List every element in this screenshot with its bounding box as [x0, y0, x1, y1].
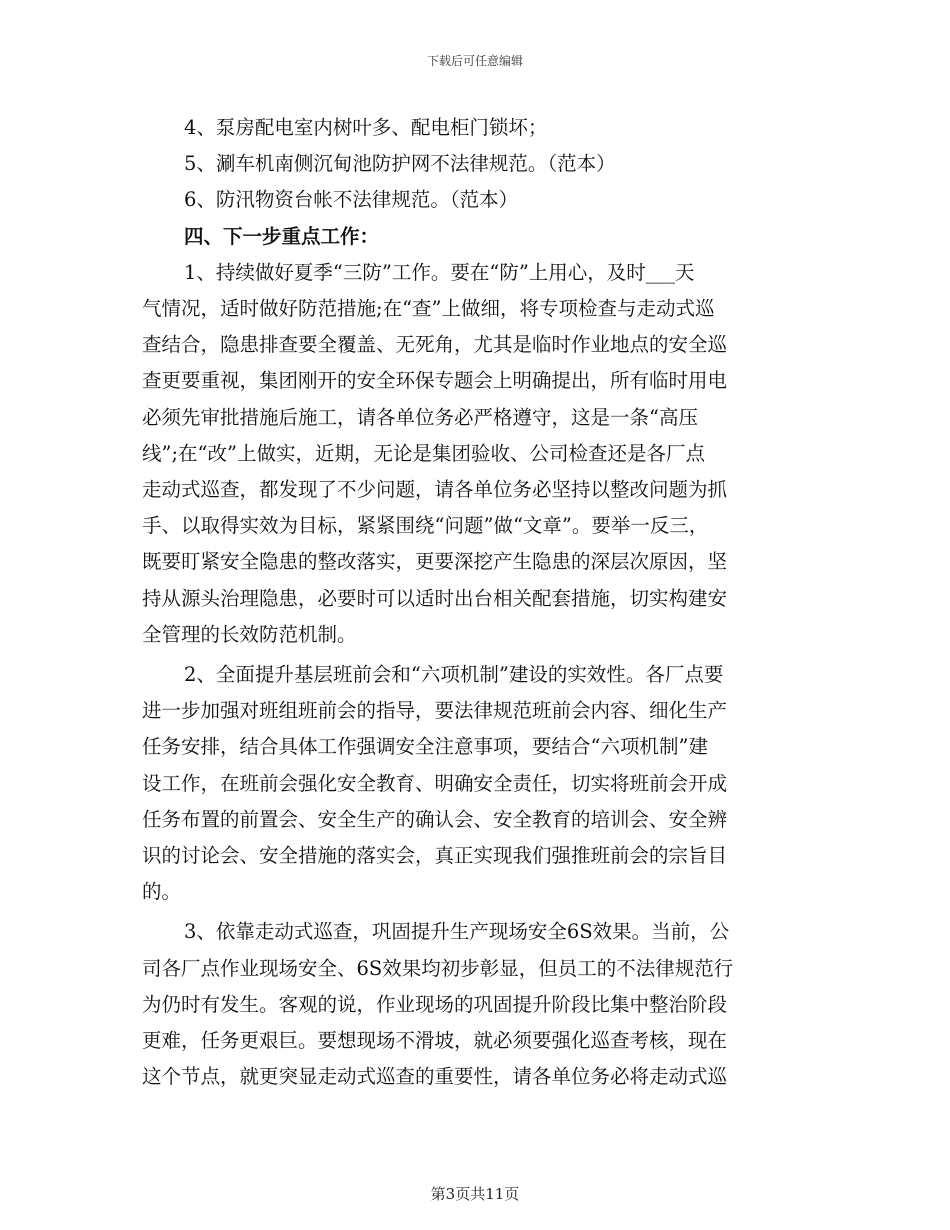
paragraph-1 [142, 255, 812, 653]
list-item: 6、防汛物资台帐不法律规范。（范本） [184, 188, 519, 212]
paragraph-line: 必须先审批措施后施工，请各单位务必严格遵守，这是一条“高压 [142, 405, 698, 429]
paragraph-line: 既要盯紧安全隐患的整改落实，更要深挖产生隐患的深层次原因，坚 [142, 550, 728, 574]
document-body [142, 110, 812, 1099]
paragraph-line: 识的讨论会、安全措施的落实会，真正实现我们强推班前会的宗旨目 [142, 844, 728, 868]
list-item: 5、涮车机南侧沉甸池防护网不法律规范。（范本） [184, 152, 616, 176]
paragraph-line: 3、依靠走动式巡查，巩固提升生产现场安全6S效果。当前，公 [184, 920, 730, 944]
paragraph-2 [142, 657, 812, 910]
paragraph-line: 走动式巡查，都发现了不少问题，请各单位务必坚持以整改问题为抓 [142, 478, 728, 502]
paragraph-line: 的。 [142, 880, 182, 904]
section-heading: 四、下一步重点工作： [184, 224, 380, 248]
list-item: 4、泵房配电室内树叶多、配电柜门锁坏； [184, 116, 548, 139]
paragraph-line: 2、全面提升基层班前会和“六项机制”建设的实效性。各厂点要 [184, 663, 724, 687]
paragraph-line: 手、以取得实效为目标，紧紧围绕“问题”做“文章”。要举一反三， [142, 514, 709, 538]
paragraph-line: 查结合，隐患排查要全覆盖、无死角，尤其是临时作业地点的安全巡 [142, 333, 728, 357]
paragraph-line: 这个节点，就更突显走动式巡查的重要性，请各单位务必将走动式巡 [142, 1065, 728, 1089]
paragraph-3 [142, 914, 812, 1095]
paragraph-line: 任务安排，结合具体工作强调安全注意事项，要结合“六项机制”建 [142, 735, 708, 759]
paragraph-line: 设工作，在班前会强化安全教育、明确安全责任，切实将班前会开成 [142, 771, 728, 795]
paragraph-line: 全管理的长效防范机制。 [142, 622, 357, 646]
paragraph-line: 为仍时有发生。客观的说，作业现场的巩固提升阶段比集中整治阶段 [142, 992, 728, 1016]
page-header: 下载后可任意编辑 [426, 54, 523, 68]
paragraph-line: 持从源头治理隐患，必要时可以适时出台相关配套措施，切实构建安 [142, 586, 728, 610]
paragraph-line: 气情况，适时做好防范措施;在“查”上做细，将专项检查与走动式巡 [142, 297, 715, 321]
page-number: 第3页共11页 [430, 1185, 520, 1203]
paragraph-line: 线”;在“改”上做实，近期，无论是集团验收、公司检查还是各厂点 [142, 441, 705, 465]
paragraph-line: 进一步加强对班组班前会的指导，要法律规范班前会内容、细化生产 [142, 699, 728, 723]
paragraph-line: 1、持续做好夏季“三防”工作。要在“防”上用心，及时___天 [184, 260, 695, 284]
paragraph-line: 任务布置的前置会、安全生产的确认会、安全教育的培训会、安全辨 [142, 807, 728, 831]
paragraph-line: 查更要重视，集团刚开的安全环保专题会上明确提出，所有临时用电 [142, 369, 728, 393]
paragraph-line: 更难，任务更艰巨。要想现场不滑坡，就必须要强化巡查考核，现在 [142, 1029, 728, 1053]
paragraph-line: 司各厂点作业现场安全、6S效果均初步彰显，但员工的不法律规范行 [142, 956, 734, 980]
